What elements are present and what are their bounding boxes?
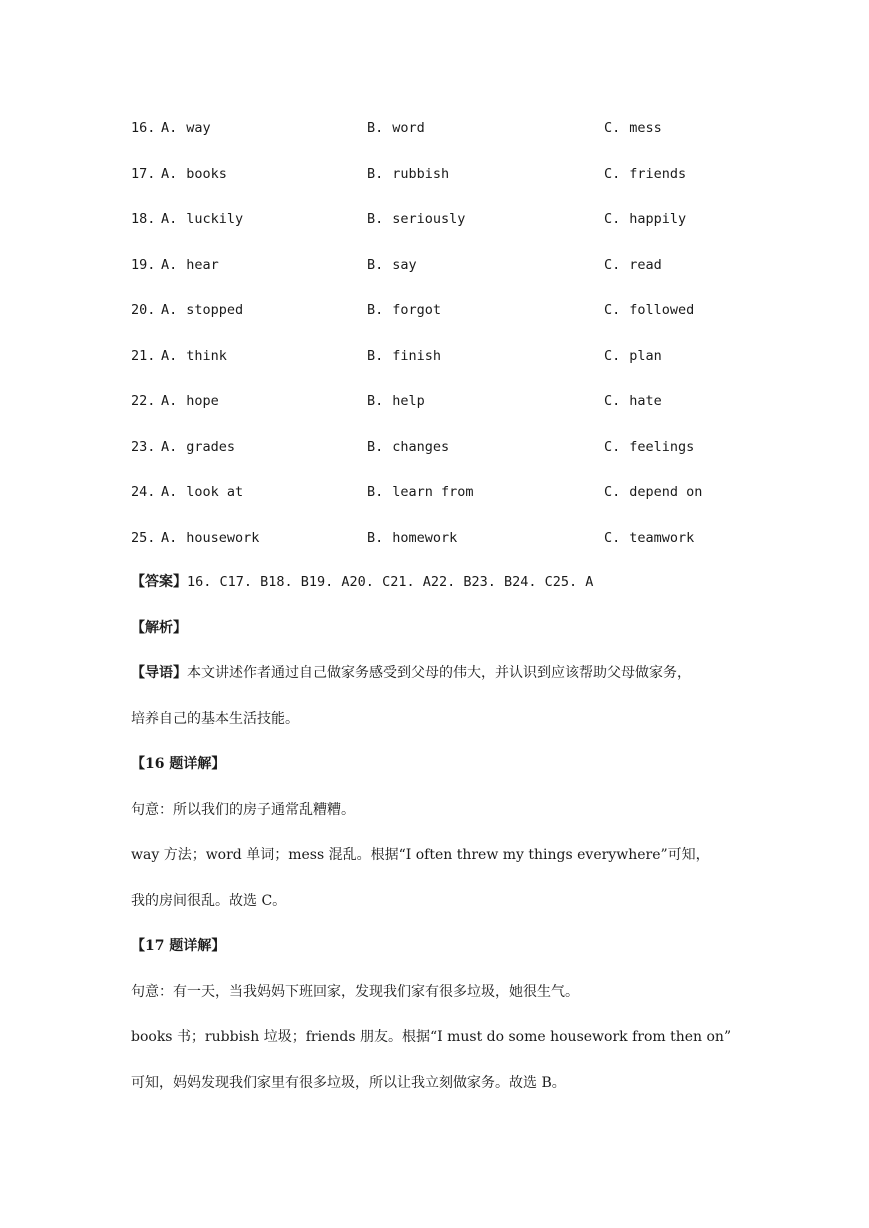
question-number: 24. xyxy=(131,484,156,500)
option-b xyxy=(367,249,417,281)
option-letter: C. xyxy=(604,211,621,227)
option-a xyxy=(161,112,211,144)
option-c xyxy=(604,476,702,508)
option-word: feelings xyxy=(629,438,695,455)
option-letter: A. xyxy=(161,256,178,273)
answer-text: 16. C17. B18. B19. A20. C21. A22. B23. B24. C25. A xyxy=(187,574,594,590)
option-letter: C. xyxy=(604,165,621,182)
option-word: rubbish xyxy=(392,165,450,182)
q17-explain-2: 可知，妈妈发现我们家里有很多垃圾，所以让我立刻做家务。故选 B。 xyxy=(131,1075,566,1091)
option-a xyxy=(161,385,219,417)
question-number: 22. xyxy=(131,393,156,409)
q16-explain-1: way 方法；word 单词；mess 混乱。根据“I often threw my things everywhere”可知， xyxy=(131,847,710,863)
option-letter: A. xyxy=(161,347,178,364)
question-number: 16. xyxy=(131,120,156,136)
option-a xyxy=(161,340,227,372)
question-number: 19. xyxy=(131,256,156,273)
option-letter: A. xyxy=(161,484,178,500)
analysis-label: 【解析】 xyxy=(131,620,187,636)
option-letter: A. xyxy=(161,302,178,318)
option-letter: C. xyxy=(604,529,621,546)
option-a xyxy=(161,476,243,508)
option-c xyxy=(604,249,662,281)
option-letter: C. xyxy=(604,256,621,273)
option-word: finish xyxy=(392,347,442,364)
option-word: grades xyxy=(186,438,236,455)
question-number: 17. xyxy=(131,165,156,182)
option-word: help xyxy=(392,393,425,409)
option-word: seriously xyxy=(392,211,466,227)
option-letter: C. xyxy=(604,438,621,455)
option-a xyxy=(161,203,243,235)
option-word: depend on xyxy=(629,484,703,500)
option-word: changes xyxy=(392,438,450,455)
option-word: say xyxy=(392,256,417,273)
option-b xyxy=(367,431,449,463)
option-row xyxy=(131,340,771,386)
option-letter: B. xyxy=(367,165,384,182)
option-letter: B. xyxy=(367,302,384,318)
option-row xyxy=(131,112,771,158)
option-word: happily xyxy=(629,211,687,227)
option-b xyxy=(367,203,465,235)
option-b xyxy=(367,294,441,326)
option-letter: A. xyxy=(161,529,178,546)
option-letter: A. xyxy=(161,165,178,182)
intro-text-1: 本文讲述作者通过自己做家务感受到父母的伟大，并认识到应该帮助父母做家务， xyxy=(187,665,691,681)
option-a xyxy=(161,249,219,281)
option-letter: C. xyxy=(604,302,621,318)
option-a xyxy=(161,294,243,326)
option-word: way xyxy=(186,120,211,136)
option-word: read xyxy=(629,256,662,273)
option-letter: B. xyxy=(367,120,384,136)
question-number: 25. xyxy=(131,529,156,546)
q16-heading: 【16 题详解】 xyxy=(131,756,226,772)
option-word: books xyxy=(186,165,227,182)
option-letter: C. xyxy=(604,393,621,409)
options-list xyxy=(131,112,771,567)
option-letter: B. xyxy=(367,256,384,273)
option-c xyxy=(604,340,662,372)
option-c xyxy=(604,385,662,417)
option-letter: C. xyxy=(604,120,621,136)
q16-explain-2: 我的房间很乱。故选 C。 xyxy=(131,893,287,909)
question-number: 23. xyxy=(131,438,156,455)
option-b xyxy=(367,385,425,417)
option-c xyxy=(604,294,694,326)
option-letter: B. xyxy=(367,484,384,500)
option-row xyxy=(131,249,771,295)
option-letter: B. xyxy=(367,529,384,546)
option-b xyxy=(367,112,425,144)
option-row xyxy=(131,431,771,477)
option-word: look at xyxy=(186,484,244,500)
option-c xyxy=(604,158,686,190)
option-c xyxy=(604,112,662,144)
question-number: 21. xyxy=(131,347,156,364)
option-word: stopped xyxy=(186,302,244,318)
option-letter: B. xyxy=(367,438,384,455)
option-word: homework xyxy=(392,529,458,546)
option-row xyxy=(131,203,771,249)
option-letter: C. xyxy=(604,347,621,364)
option-letter: A. xyxy=(161,120,178,136)
option-letter: A. xyxy=(161,438,178,455)
option-word: hate xyxy=(629,393,662,409)
option-word: plan xyxy=(629,347,662,364)
q17-explain-1: books 书；rubbish 垃圾；friends 朋友。根据“I must do some housework from then on” xyxy=(131,1029,732,1045)
option-word: think xyxy=(186,347,227,364)
option-word: teamwork xyxy=(629,529,695,546)
option-letter: C. xyxy=(604,484,621,500)
option-c xyxy=(604,431,694,463)
option-word: friends xyxy=(629,165,687,182)
option-b xyxy=(367,522,457,554)
option-word: housework xyxy=(186,529,260,546)
option-word: hear xyxy=(186,256,219,273)
option-b xyxy=(367,340,441,372)
question-number: 18. xyxy=(131,211,156,227)
option-a xyxy=(161,158,227,190)
option-row xyxy=(131,385,771,431)
option-row xyxy=(131,158,771,204)
option-word: learn from xyxy=(392,484,474,500)
option-letter: B. xyxy=(367,211,384,227)
answer-line xyxy=(131,567,751,597)
option-row xyxy=(131,522,771,568)
intro-line-1 xyxy=(131,658,751,688)
option-c xyxy=(604,522,694,554)
option-letter: A. xyxy=(161,393,178,409)
option-a xyxy=(161,431,235,463)
option-word: word xyxy=(392,120,425,136)
option-word: hope xyxy=(186,393,219,409)
option-b xyxy=(367,476,474,508)
option-letter: A. xyxy=(161,211,178,227)
option-word: forgot xyxy=(392,302,442,318)
option-word: luckily xyxy=(186,211,244,227)
option-a xyxy=(161,522,259,554)
option-row xyxy=(131,294,771,340)
option-b xyxy=(367,158,449,190)
question-number: 20. xyxy=(131,302,156,318)
option-letter: B. xyxy=(367,393,384,409)
option-word: mess xyxy=(629,120,662,136)
intro-line-2: 培养自己的基本生活技能。 xyxy=(131,711,299,727)
intro-label: 【导语】 xyxy=(131,665,187,681)
option-letter: B. xyxy=(367,347,384,364)
answer-label: 【答案】 xyxy=(131,574,187,590)
option-row xyxy=(131,476,771,522)
q16-meaning: 句意：所以我们的房子通常乱糟糟。 xyxy=(131,802,355,818)
option-c xyxy=(604,203,686,235)
q17-meaning: 句意：有一天，当我妈妈下班回家，发现我们家有很多垃圾，她很生气。 xyxy=(131,984,579,1000)
q17-heading: 【17 题详解】 xyxy=(131,938,226,954)
option-word: followed xyxy=(629,302,695,318)
